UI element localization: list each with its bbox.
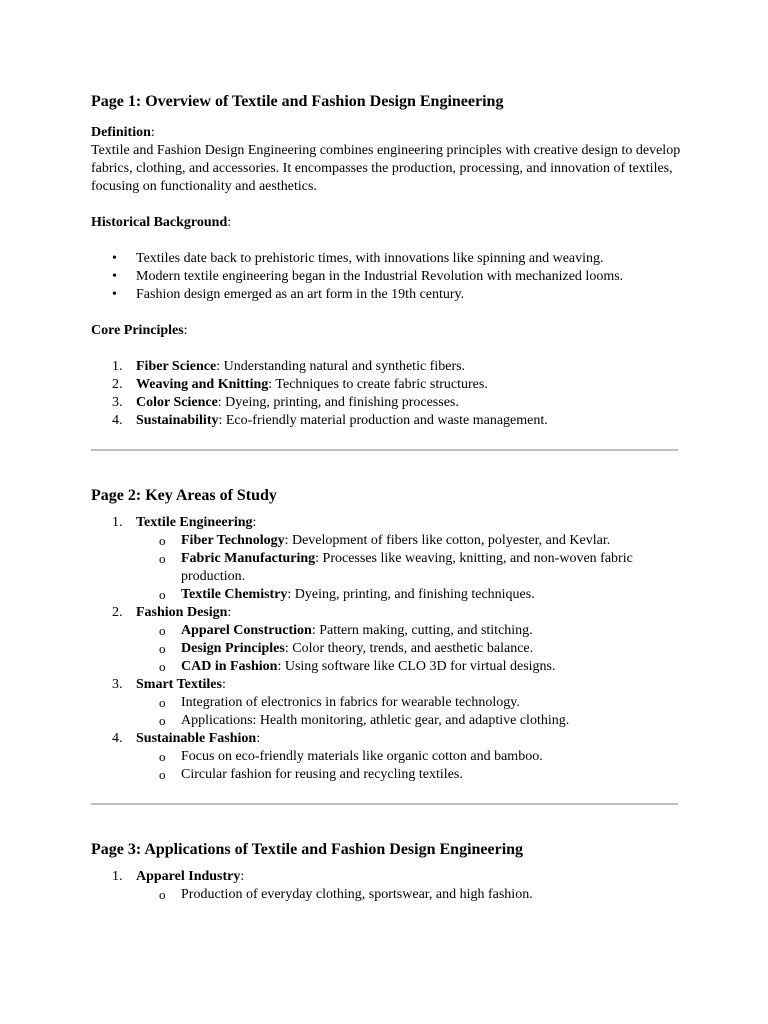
principle-term: Color Science — [136, 395, 218, 410]
area-term: Textile Engineering — [136, 515, 253, 530]
sub-item — [136, 622, 681, 640]
area-item: 4. Sustainable Fashion: o Focus on eco-friendly materials like organic cotton and bamboo. o Circular fashion for reusing and recycling textiles. — [91, 730, 681, 784]
principle-term: Sustainability — [136, 413, 219, 428]
sub-item — [136, 712, 681, 730]
app-item: 1. Apparel Industry: o Production of everyday clothing, sportswear, and high fashion. — [91, 868, 681, 904]
sub-desc: Circular fashion for reusing and recycling textiles. — [181, 767, 463, 782]
page3-title: Page 3: Applications of Textile and Fashion Design Engineering — [91, 841, 524, 858]
document-content — [91, 90, 681, 904]
sub-term: Textile Chemistry — [181, 587, 288, 602]
sub-desc: : Development of fibers like cotton, polyester, and Kevlar. — [284, 533, 611, 548]
list-number: 3. — [112, 677, 123, 692]
sub-term: Apparel Construction — [181, 623, 312, 638]
list-number: 2. — [112, 377, 123, 392]
area-term: Sustainable Fashion — [136, 731, 257, 746]
sub-item — [136, 640, 681, 658]
sub-item — [136, 886, 681, 904]
definition-label: Definition — [91, 125, 151, 140]
definition-text: Textile and Fashion Design Engineering combines engineering principles with creative design to develop fabrics, clothing, and accessories. It encompasses the production, processing, and innovation of textiles, focusing on functionality and aesthetics. — [91, 143, 681, 194]
principle-item — [91, 358, 681, 376]
sub-desc: Integration of electronics in fabrics for wearable technology. — [181, 695, 520, 710]
principles-heading: Core Principles: — [91, 323, 188, 338]
list-number: 4. — [112, 731, 123, 746]
principle-desc: : Dyeing, printing, and finishing processes. — [217, 395, 459, 410]
principles-list — [91, 358, 681, 430]
sub-desc: Production of everyday clothing, sportswear, and high fashion. — [181, 887, 533, 902]
definition-heading: Definition: — [91, 125, 155, 140]
list-number: 3. — [112, 395, 123, 410]
area-sublist — [136, 748, 681, 784]
sub-desc: : Pattern making, cutting, and stitching. — [311, 623, 533, 638]
history-item: • Modern textile engineering began in the Industrial Revolution with mechanized looms. — [91, 268, 681, 286]
area-term: Fashion Design — [136, 605, 228, 620]
sub-item — [136, 766, 681, 784]
history-item: • Textiles date back to prehistoric times, with innovations like spinning and weaving. — [91, 250, 681, 268]
principle-item — [91, 412, 681, 430]
sub-desc: : Using software like CLO 3D for virtual designs. — [277, 659, 556, 674]
area-item: 1. Textile Engineering: o Fiber Technology: Development of fibers like cotton, polyester, and Kevlar. o Fabric Manufacturing: Processes like weaving, knitting, and non-woven fabric production. o Textile Chemistry: Dyeing, printing, and finishing techniques. — [91, 514, 681, 604]
area-sublist — [136, 532, 681, 604]
list-number: 4. — [112, 413, 123, 428]
sub-desc: Applications: Health monitoring, athletic gear, and adaptive clothing. — [181, 713, 570, 728]
principle-term: Fiber Science — [136, 359, 217, 374]
list-number: 1. — [112, 869, 123, 884]
principles-label: Core Principles — [91, 323, 184, 338]
apps-list — [91, 868, 681, 904]
principle-desc: : Eco-friendly material production and waste management. — [218, 413, 548, 428]
sub-item — [136, 658, 681, 676]
sub-item — [136, 532, 681, 550]
principle-item — [91, 376, 681, 394]
sub-term: Fiber Technology — [181, 533, 285, 548]
sub-item — [136, 694, 681, 712]
principle-term: Weaving and Knitting — [136, 377, 269, 392]
principle-item — [91, 394, 681, 412]
app-term: Apparel Industry — [136, 869, 241, 884]
history-list — [91, 250, 681, 304]
area-item: 2. Fashion Design: o Apparel Construction: Pattern making, cutting, and stitching. o Design Principles: Color theory, trends, and aesthetic balance. o CAD in Fashion: Using software like CLO 3D for virtual designs. — [91, 604, 681, 676]
history-label: Historical Background — [91, 215, 228, 230]
sub-term: Design Principles — [181, 641, 285, 656]
app-sublist — [136, 886, 681, 904]
sub-term: Fabric Manufacturing — [181, 551, 316, 566]
page1-title: Page 1: Overview of Textile and Fashion Design Engineering — [91, 93, 504, 110]
page2-title: Page 2: Key Areas of Study — [91, 487, 277, 504]
sub-desc: : Color theory, trends, and aesthetic balance. — [284, 641, 534, 656]
sub-item — [136, 550, 681, 586]
list-number: 1. — [112, 515, 123, 530]
principle-desc: : Techniques to create fabric structures. — [268, 377, 488, 392]
sub-desc: Focus on eco-friendly materials like organic cotton and bamboo. — [181, 749, 543, 764]
sub-desc: : Processes like weaving, knitting, and non-woven fabric production. — [181, 551, 633, 584]
sub-item — [136, 586, 681, 604]
list-number: 2. — [112, 605, 123, 620]
history-heading: Historical Background: — [91, 215, 232, 230]
principle-desc: : Understanding natural and synthetic fibers. — [216, 359, 466, 374]
area-term: Smart Textiles — [136, 677, 222, 692]
list-number: 1. — [112, 359, 123, 374]
area-sublist — [136, 622, 681, 676]
areas-list — [91, 514, 681, 784]
area-item: 3. Smart Textiles: o Integration of electronics in fabrics for wearable technology. o Applications: Health monitoring, athletic gear, and adaptive clothing. — [91, 676, 681, 730]
history-item: • Fashion design emerged as an art form in the 19th century. — [91, 286, 681, 304]
area-sublist — [136, 694, 681, 730]
sub-term: CAD in Fashion — [181, 659, 278, 674]
sub-item — [136, 748, 681, 766]
sub-desc: : Dyeing, printing, and finishing techniques. — [287, 587, 535, 602]
